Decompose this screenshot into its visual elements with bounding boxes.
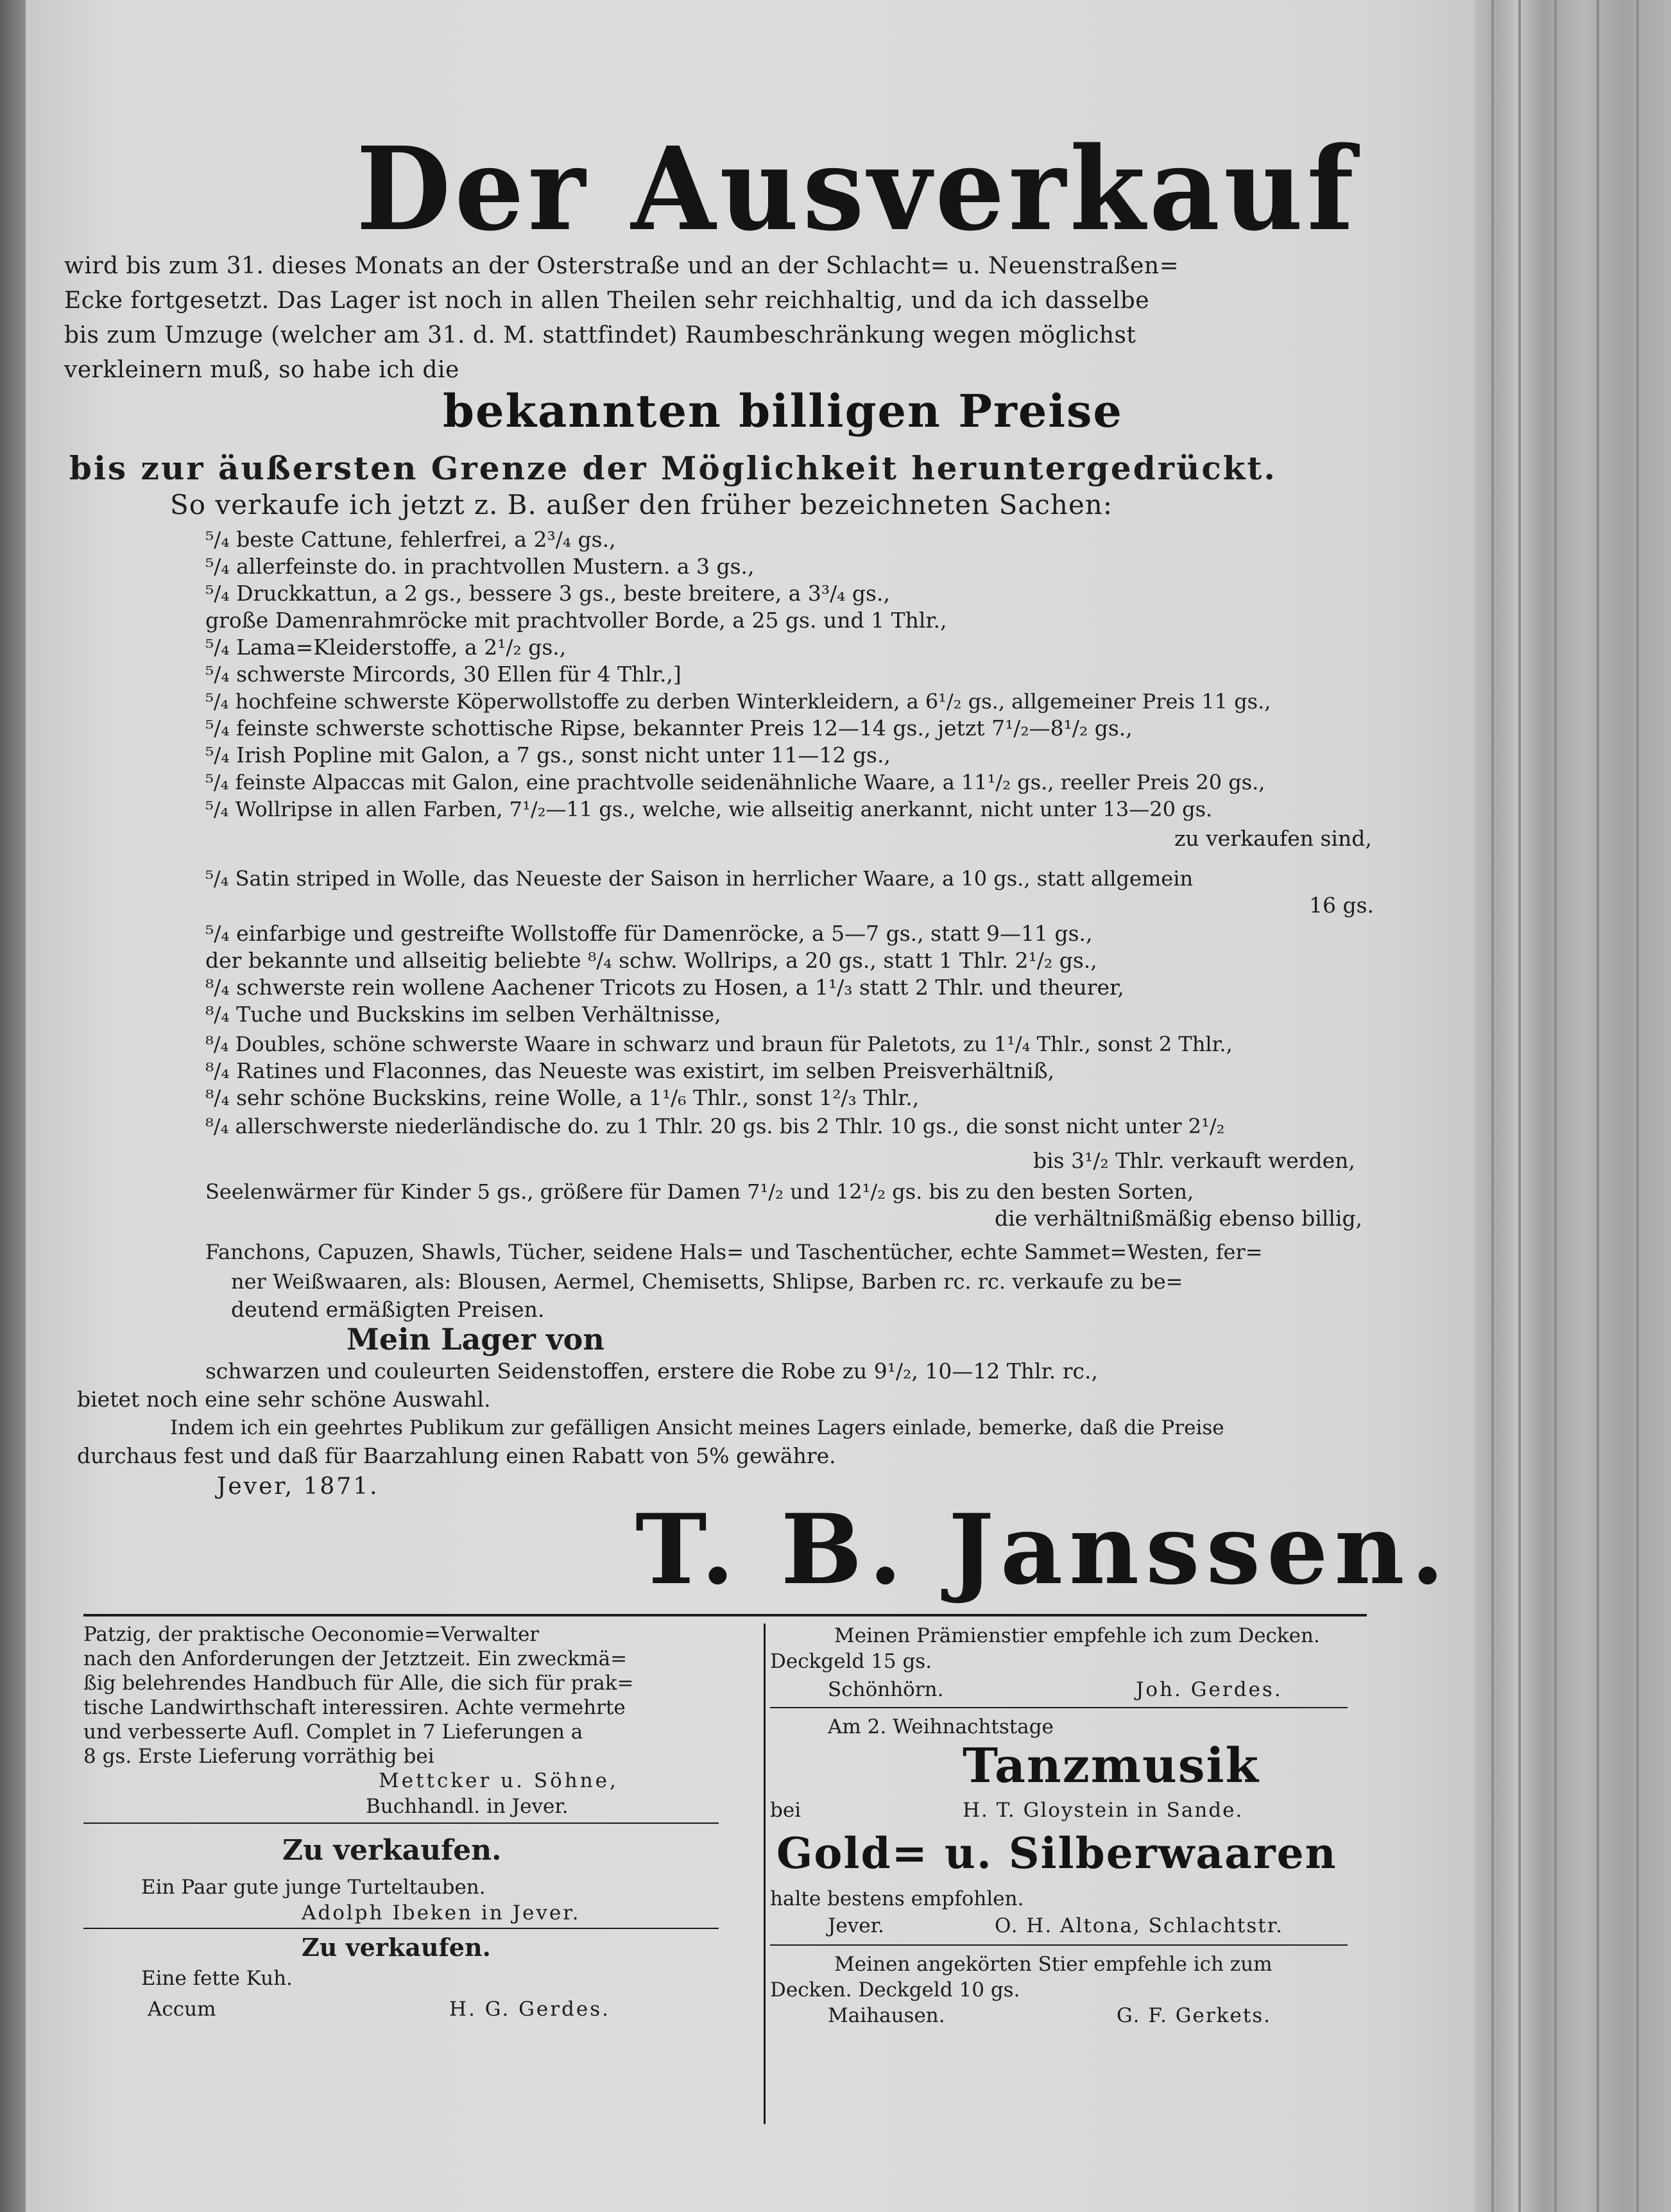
list-item: ⁵/₄ feinste Alpaccas mit Galon, eine prachtvolle seidenähnliche Waare, a 11¹/₂ gs., reeller Preis 20 gs., bbox=[205, 770, 1265, 794]
ad-heading: Zu verkaufen. bbox=[302, 1933, 491, 1962]
ad-line: ßig belehrendes Handbuch für Alle, die sich für prak= bbox=[83, 1672, 634, 1695]
list-item: ⁵/₄ hochfeine schwerste Köperwollstoffe zu derben Winterkleidern, a 6¹/₂ gs., allgemeiner Preis 11 gs., bbox=[205, 689, 1271, 714]
intro-line-2: Ecke fortgesetzt. Das Lager ist noch in allen Theilen sehr reichhaltig, und da ich dasselbe bbox=[64, 287, 1150, 314]
divider bbox=[770, 1707, 1348, 1708]
list-item: ⁸/₄ Ratines und Flaconnes, das Neueste was existirt, im selben Preisverhältniß, bbox=[205, 1058, 1055, 1083]
lager-line-2: bietet noch eine sehr schöne Auswahl. bbox=[77, 1387, 491, 1412]
list-item: ⁵/₄ feinste schwerste schottische Ripse, bekannter Preis 12—14 gs., jetzt 7¹/₂—8¹/₂ gs., bbox=[205, 716, 1133, 741]
stacked-page-edges bbox=[1475, 0, 1671, 2212]
fanchons-line-2: ner Weißwaaren, als: Blousen, Aermel, Chemisetts, Shlipse, Barben rc. rc. verkaufe zu be= bbox=[231, 1269, 1183, 1294]
headline: Der Ausverkauf bbox=[356, 122, 1358, 257]
ad-sign: G. F. Gerkets. bbox=[1117, 2004, 1272, 2027]
list-item: ⁸/₄ sehr schöne Buckskins, reine Wolle, a 1¹/₆ Thlr., sonst 1²/₃ Thlr., bbox=[205, 1085, 920, 1110]
divider bbox=[770, 1944, 1348, 1946]
ad-place: Maihausen. bbox=[828, 2004, 945, 2027]
seelen-continuation: die verhältnißmäßig ebenso billig, bbox=[995, 1206, 1363, 1231]
sub-headline: bekannten billigen Preise bbox=[443, 384, 1123, 438]
fanchons-line-1: Fanchons, Capuzen, Shawls, Tücher, seidene Hals= und Taschentücher, echte Sammet=Westen, fer= bbox=[205, 1240, 1263, 1264]
list-continuation: bis 3¹/₂ Thlr. verkauft werden, bbox=[1033, 1148, 1355, 1173]
intro-line-1: wird bis zum 31. dieses Monats an der Osterstraße und an der Schlacht= u. Neuenstraßen= bbox=[64, 253, 1179, 279]
ad-sign: Mettcker u. Söhne, bbox=[379, 1769, 619, 1792]
event-heading: Tanzmusik bbox=[963, 1738, 1260, 1794]
ad-heading: Zu verkaufen. bbox=[282, 1834, 502, 1867]
ad-place: Accum bbox=[148, 1998, 216, 2021]
list-item: ⁵/₄ allerfeinste do. in prachtvollen Mustern. a 3 gs., bbox=[205, 554, 755, 579]
intro-line-3: bis zum Umzuge (welcher am 31. d. M. stattfindet) Raumbeschränkung wegen möglichst bbox=[64, 322, 1136, 348]
list-continuation: 16 gs. bbox=[1309, 893, 1375, 918]
ad-line: Meinen angekörten Stier empfehle ich zum bbox=[834, 1953, 1273, 1976]
book-spine-edge bbox=[0, 0, 26, 2212]
fanchons-line-3: deutend ermäßigten Preisen. bbox=[231, 1297, 545, 1322]
list-item: ⁸/₄ allerschwerste niederländische do. zu 1 Thlr. 20 gs. bis 2 Thlr. 10 gs., die sonst nicht unter 2¹/₂ bbox=[205, 1114, 1225, 1138]
divider-horizontal bbox=[83, 1614, 1367, 1616]
divider-vertical bbox=[764, 1624, 766, 2124]
divider bbox=[83, 1928, 719, 1929]
gold-sign: O. H. Altona, Schlachtstr. bbox=[995, 1914, 1284, 1937]
list-item: ⁸/₄ schwerste rein wollene Aachener Tricots zu Hosen, a 1¹/₃ statt 2 Thlr. und theurer, bbox=[205, 975, 1124, 1000]
list-item: große Damenrahmröcke mit prachtvoller Borde, a 25 gs. und 1 Thlr., bbox=[205, 608, 947, 633]
gold-text: halte bestens empfohlen. bbox=[770, 1887, 1024, 1910]
gold-heading: Gold= u. Silberwaaren bbox=[776, 1828, 1337, 1878]
list-continuation: zu verkaufen sind, bbox=[1174, 826, 1372, 851]
ad-text: Eine fette Kuh. bbox=[141, 1967, 293, 1990]
ad-line: 8 gs. Erste Lieferung vorräthig bei bbox=[83, 1745, 434, 1768]
list-item: ⁵/₄ Irish Popline mit Galon, a 7 gs., sonst nicht unter 11—12 gs., bbox=[205, 742, 891, 767]
ad-sign: Buchhandl. in Jever. bbox=[366, 1795, 569, 1818]
list-item: der bekannte und allseitig beliebte ⁸/₄ schw. Wollrips, a 20 gs., statt 1 Thlr. 2¹/₂ gs., bbox=[205, 948, 1097, 973]
lager-line-1: schwarzen und couleurten Seidenstoffen, erstere die Robe zu 9¹/₂, 10—12 Thlr. rc., bbox=[205, 1359, 1098, 1384]
lager-heading: Mein Lager von bbox=[347, 1322, 604, 1357]
ad-sign: Joh. Gerdes. bbox=[1136, 1678, 1283, 1701]
lager-line-4: durchaus fest und daß für Baarzahlung einen Rabatt von 5% gewähre. bbox=[77, 1443, 836, 1468]
list-item: ⁸/₄ Tuche und Buckskins im selben Verhältnisse, bbox=[205, 1002, 721, 1027]
intro-line-4: verkleinern muß, so habe ich die bbox=[64, 357, 459, 383]
ad-line: und verbesserte Aufl. Complet in 7 Lieferungen a bbox=[83, 1720, 583, 1744]
items-intro: So verkaufe ich jetzt z. B. außer den früher bezeichneten Sachen: bbox=[170, 489, 1113, 520]
ad-text: Ein Paar gute junge Turteltauben. bbox=[141, 1876, 486, 1899]
ad-line: Decken. Deckgeld 10 gs. bbox=[770, 1978, 1020, 2002]
list-item: ⁵/₄ schwerste Mircords, 30 Ellen für 4 Thlr.,] bbox=[205, 662, 681, 687]
event-bei: bei bbox=[770, 1799, 801, 1822]
list-item: ⁸/₄ Doubles, schöne schwerste Waare in schwarz und braun für Paletots, zu 1¹/₄ Thlr., sonst 2 Thlr., bbox=[205, 1032, 1233, 1056]
ad-sign: H. G. Gerdes. bbox=[449, 1998, 610, 2021]
signature-name: T. B. Janssen. bbox=[635, 1493, 1451, 1606]
ad-line: Patzig, der praktische Oeconomie=Verwalter bbox=[83, 1623, 540, 1646]
seelen-line: Seelenwärmer für Kinder 5 gs., größere für Damen 7¹/₂ und 12¹/₂ gs. bis zu den besten Sorten, bbox=[205, 1179, 1194, 1204]
divider bbox=[83, 1822, 719, 1824]
ad-line: nach den Anforderungen der Jetztzeit. Ein zweckmä= bbox=[83, 1647, 628, 1670]
list-item: ⁵/₄ einfarbige und gestreifte Wollstoffe für Damenröcke, a 5—7 gs., statt 9—11 gs., bbox=[205, 921, 1093, 946]
ad-place: Schönhörn. bbox=[828, 1678, 944, 1701]
event-date: Am 2. Weihnachtstage bbox=[828, 1715, 1054, 1738]
place-date: Jever, 1871. bbox=[217, 1473, 379, 1500]
list-item: ⁵/₄ Druckkattun, a 2 gs., bessere 3 gs., beste breitere, a 3³/₄ gs., bbox=[205, 581, 890, 606]
ad-line: Meinen Prämienstier empfehle ich zum Decken. bbox=[834, 1624, 1320, 1647]
list-item: ⁵/₄ Lama=Kleiderstoffe, a 2¹/₂ gs., bbox=[205, 635, 567, 660]
list-item: ⁵/₄ beste Cattune, fehlerfrei, a 2³/₄ gs., bbox=[205, 527, 616, 552]
list-item: ⁵/₄ Satin striped in Wolle, das Neueste der Saison in herrlicher Waare, a 10 gs., statt allgemein bbox=[205, 866, 1194, 891]
ad-line: Deckgeld 15 gs. bbox=[770, 1650, 932, 1673]
sub-headline-2: bis zur äußersten Grenze der Möglichkeit heruntergedrückt. bbox=[69, 449, 1277, 487]
event-host: H. T. Gloystein in Sande. bbox=[963, 1799, 1244, 1822]
ad-line: tische Landwirthschaft interessiren. Achte vermehrte bbox=[83, 1696, 626, 1719]
lager-line-3: Indem ich ein geehrtes Publikum zur gefälligen Ansicht meines Lagers einlade, bemerke, daß die Preise bbox=[170, 1416, 1224, 1439]
gold-place: Jever. bbox=[828, 1914, 884, 1937]
ad-sign: Adolph Ibeken in Jever. bbox=[302, 1901, 581, 1925]
list-item: ⁵/₄ Wollripse in allen Farben, 7¹/₂—11 gs., welche, wie allseitig anerkannt, nicht unter 13—20 gs. bbox=[205, 797, 1213, 821]
